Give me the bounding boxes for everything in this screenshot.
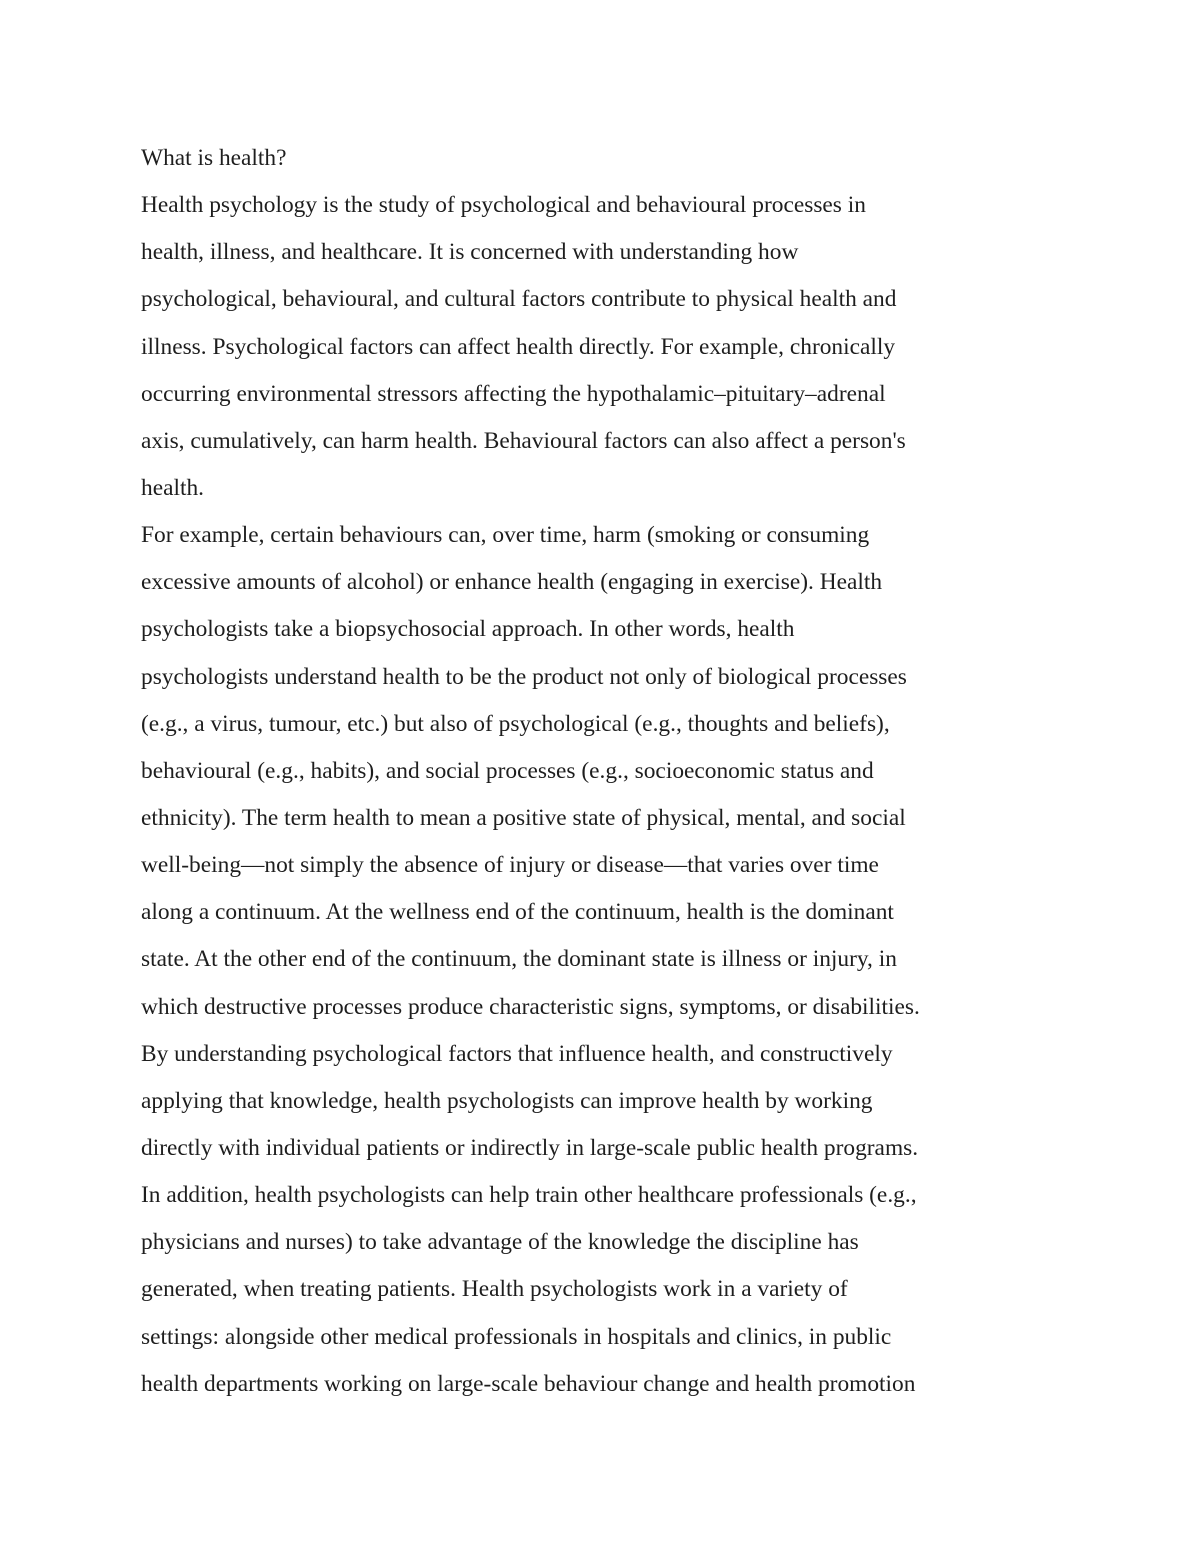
text-line: state. At the other end of the continuum, the dominant state is illness or injury, in [141,946,897,973]
text-line: psychological, behavioural, and cultural factors contribute to physical health and [141,286,897,313]
text-line: psychologists understand health to be the product not only of biological processes [141,663,907,690]
text-line: generated, when treating patients. Health psychologists work in a variety of [141,1276,848,1303]
text-line: occurring environmental stressors affecting the hypothalamic–pituitary–adrenal [141,380,886,407]
text-line: along a continuum. At the wellness end of the continuum, health is the dominant [141,899,894,926]
text-line: applying that knowledge, health psychologists can improve health by working [141,1087,873,1114]
text-line: health. [141,474,204,501]
text-line: Health psychology is the study of psychological and behavioural processes in [141,192,866,219]
text-line: which destructive processes produce characteristic signs, symptoms, or disabilities. [141,993,920,1020]
text-line: ethnicity). The term health to mean a positive state of physical, mental, and social [141,804,906,831]
text-line: health, illness, and healthcare. It is concerned with understanding how [141,239,799,266]
text-line: physicians and nurses) to take advantage of the knowledge the discipline has [141,1229,859,1256]
text-line: (e.g., a virus, tumour, etc.) but also of psychological (e.g., thoughts and beliefs), [141,710,890,737]
text-line: health departments working on large-scale behaviour change and health promotion [141,1370,916,1397]
text-line: illness. Psychological factors can affect health directly. For example, chronically [141,333,896,360]
text-line: For example, certain behaviours can, over time, harm (smoking or consuming [141,522,870,549]
document-body [141,135,1061,1408]
text-line: settings: alongside other medical professionals in hospitals and clinics, in public [141,1323,892,1350]
text-line: excessive amounts of alcohol) or enhance health (engaging in exercise). Health [141,569,883,596]
text-line: psychologists take a biopsychosocial approach. In other words, health [141,616,795,643]
text-line: directly with individual patients or indirectly in large-scale public health programs. [141,1134,919,1161]
text-line: In addition, health psychologists can help train other healthcare professionals (e.g., [141,1182,917,1209]
document-heading: What is health? [141,145,287,171]
text-line: axis, cumulatively, can harm health. Behavioural factors can also affect a person's [141,427,906,454]
text-line: behavioural (e.g., habits), and social processes (e.g., socioeconomic status and [141,757,874,784]
text-line: By understanding psychological factors that influence health, and constructively [141,1040,893,1067]
text-line: well-being—not simply the absence of injury or disease—that varies over time [141,852,879,879]
